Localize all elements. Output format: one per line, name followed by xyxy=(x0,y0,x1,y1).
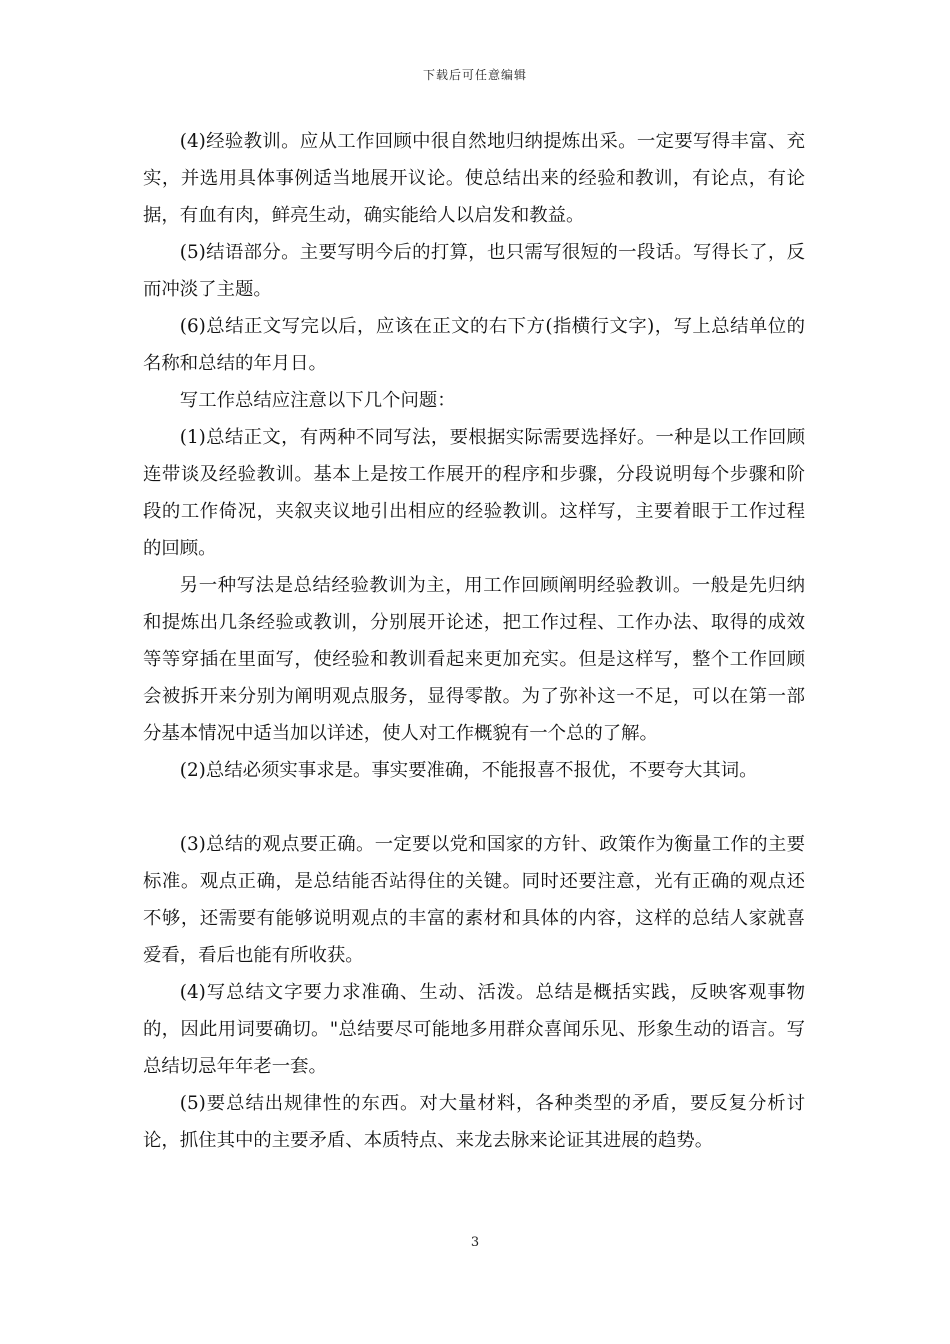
paragraph-lessons: (4)经验教训。应从工作回顾中很自然地归纳提炼出采。一定要写得丰富、充实，并选用具体事例适当地展开议论。使总结出来的经验和教训，有论点，有论据，有血有肉，鲜亮生动，确实能给人以启发和教益。 xyxy=(143,131,805,226)
paragraph-signature: (6)总结正文写完以后，应该在正文的右下方(指横行文字)，写上总结单位的名称和总结的年月日。 xyxy=(143,316,805,374)
paragraph-note-1: (1)总结正文，有两种不同写法，要根据实际需要选择好。一种是以工作回顾连带谈及经验教训。基本上是按工作展开的程序和步骤，分段说明每个步骤和阶段的工作倚况，夹叙夹议地引出相应的经验教训。这样写，主要着眼于工作过程的回顾。 xyxy=(143,427,805,559)
paragraph-note-2: (2)总结必须实事求是。事实要准确，不能报喜不报优，不要夸大其词。 xyxy=(179,760,758,781)
paragraph-note-5: (5)要总结出规律性的东西。对大量材料，各种类型的矛盾，要反复分析讨论，抓住其中的主要矛盾、本质特点、来龙去脉来论证其进展的趋势。 xyxy=(143,1093,805,1151)
paragraph-note-4: (4)写总结文字要力求准确、生动、活泼。总结是概括实践，反映客观事物的，因此用词要确切。"总结要尽可能地多用群众喜闻乐见、形象生动的语言。写总结切忌年年老一套。 xyxy=(143,982,805,1077)
paragraph-notes-intro: 写工作总结应注意以下几个问题： xyxy=(179,390,456,411)
page-header-note: 下载后可任意编辑 xyxy=(422,68,527,82)
document-body xyxy=(143,123,805,1159)
paragraph-note-1-alt: 另一种写法是总结经验教训为主，用工作回顾阐明经验教训。一般是先归纳和提炼出几条经验或教训，分别展开论述，把工作过程、工作办法、取得的成效等等穿插在里面写，使经验和教训看起来更加充实。但是这样写，整个工作回顾会被拆开来分别为阐明观点服务，显得零散。为了弥补这一不足，可以在第一部分基本情况中适当加以详述，使人对工作概貌有一个总的了解。 xyxy=(143,575,805,744)
paragraph-note-3: (3)总结的观点要正确。一定要以党和国家的方针、政策作为衡量工作的主要标准。观点正确，是总结能否站得住的关键。同时还要注意，光有正确的观点还不够，还需要有能够说明观点的丰富的素材和具体的内容，这样的总结人家就喜爱看，看后也能有所收获。 xyxy=(143,834,805,966)
paragraph-conclusion: (5)结语部分。主要写明今后的打算，也只需写很短的一段话。写得长了，反而冲淡了主题。 xyxy=(143,242,805,300)
page-number: 3 xyxy=(470,1235,480,1250)
